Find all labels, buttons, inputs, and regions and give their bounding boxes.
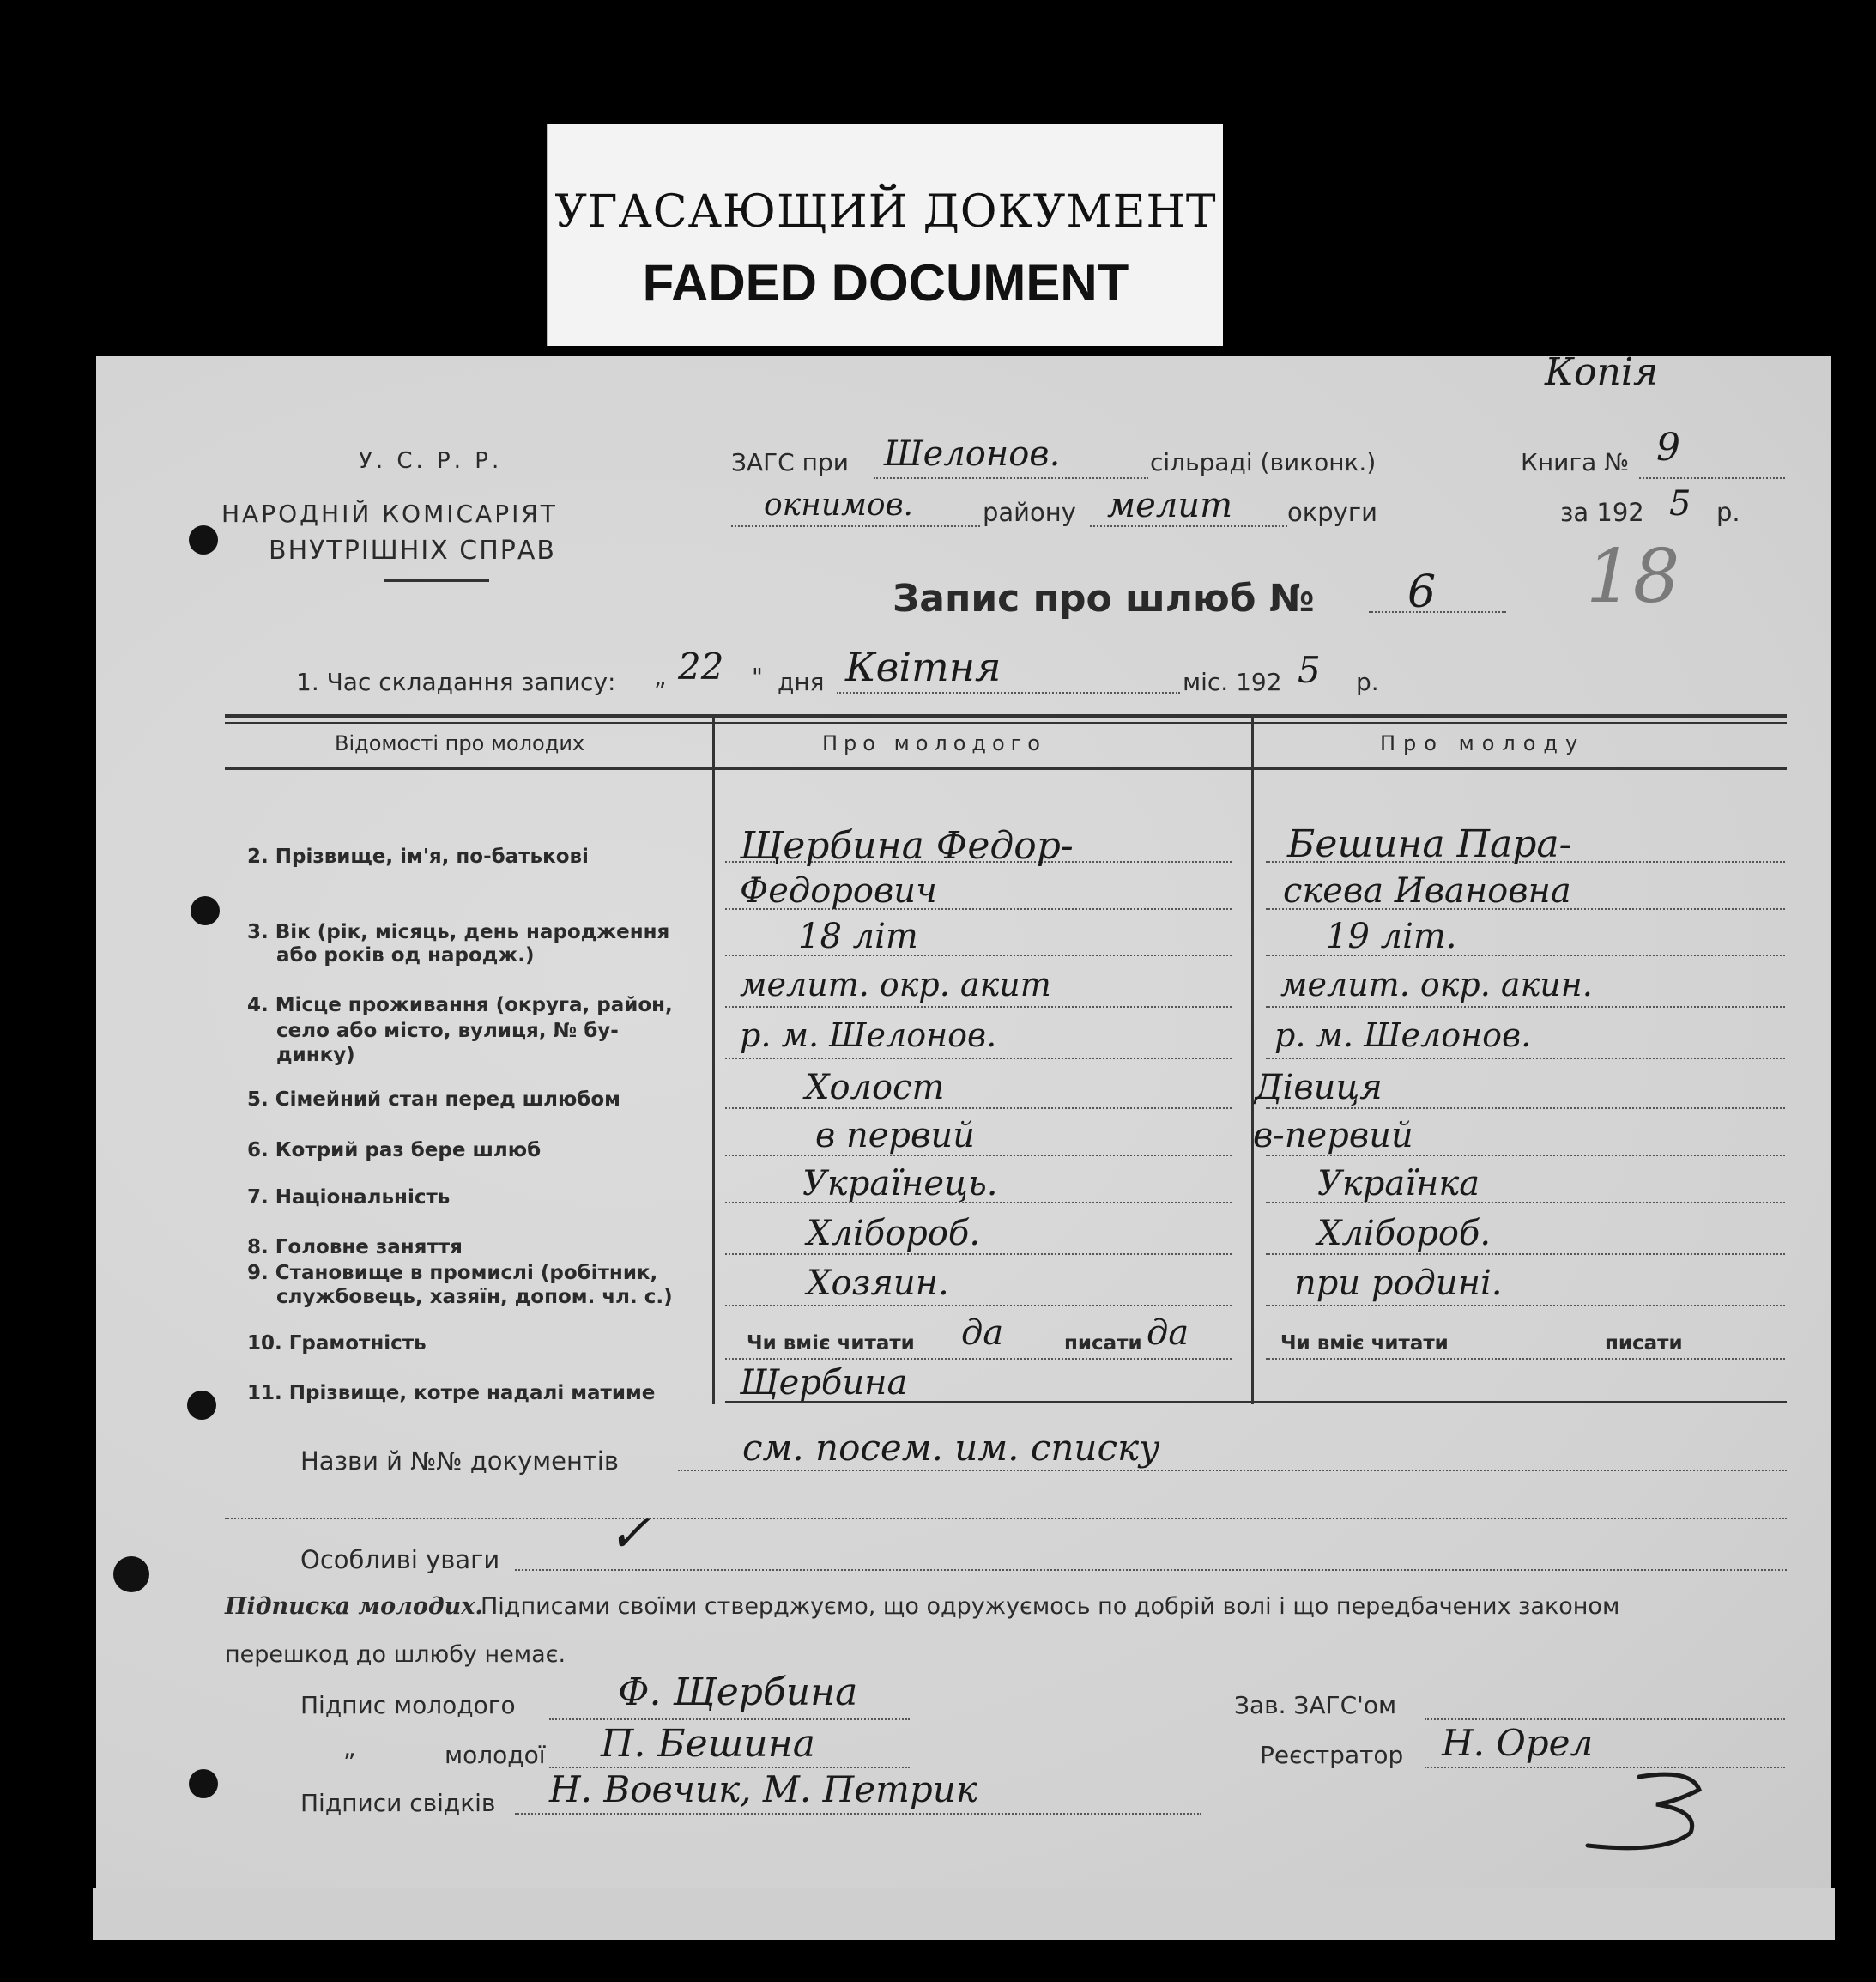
witness-signature-line xyxy=(515,1813,1201,1815)
table-top-rule xyxy=(225,714,1787,718)
year-hand: 5 xyxy=(1669,484,1691,524)
registrar-label: Реєстратор xyxy=(1260,1741,1404,1769)
groom-occupation-hand: Хлібороб. xyxy=(807,1214,981,1253)
row-line xyxy=(725,1358,1232,1360)
row-line xyxy=(725,1155,1232,1156)
registrar-flourish-icon xyxy=(1493,1751,1768,1863)
groom-signature-line xyxy=(549,1718,910,1720)
record-year-hand: 5 xyxy=(1298,649,1321,691)
table-header-rule xyxy=(225,767,1787,770)
zags-label: ЗАГС при xyxy=(731,448,849,476)
witness-signature-hand: Н. Вовчик, М. Петрик xyxy=(549,1768,977,1810)
documents-line-2 xyxy=(225,1518,1787,1519)
okrug-hand: мелит xyxy=(1107,486,1232,525)
bride-signature-label: молодої xyxy=(445,1741,546,1769)
record-time-quote-close: " xyxy=(752,663,763,691)
zags-village-hand: Шелонов. xyxy=(884,434,1061,474)
year-suffix: р. xyxy=(1716,498,1740,527)
bride-residence-hand-2: р. м. Шелонов. xyxy=(1274,1016,1532,1054)
record-number-line xyxy=(1369,611,1506,613)
okrug-line xyxy=(1090,525,1287,527)
remarks-hand: ✓ xyxy=(608,1504,651,1564)
commissariat-line2: ВНУТРІШНІХ СПРАВ xyxy=(269,536,556,566)
bride-residence-hand: мелит. окр. акин. xyxy=(1280,966,1593,1003)
remarks-label: Особливі уваги xyxy=(300,1545,500,1574)
record-month-hand: Квітня xyxy=(845,644,1002,690)
groom-write-label: писати xyxy=(1064,1332,1142,1355)
record-year-suffix: р. xyxy=(1356,668,1379,696)
groom-marital-hand: Холост xyxy=(805,1068,945,1107)
table-col-divider-1 xyxy=(712,718,715,1404)
district-label: району xyxy=(983,498,1076,527)
row-line xyxy=(1266,1358,1785,1360)
col-header-bride: Про молоду xyxy=(1380,731,1586,755)
pledge-text-1: Підписами своїми стверджуємо, що одружуємось по добрій волі і що передбачених законом xyxy=(481,1593,1620,1620)
book-number-line xyxy=(1639,477,1785,479)
groom-age-hand: 18 літ xyxy=(798,917,918,956)
row-label-nationality: 7. Національність xyxy=(247,1186,451,1209)
punch-hole-icon xyxy=(187,1391,216,1420)
groom-times-hand: в первий xyxy=(815,1116,975,1155)
zags-head-line xyxy=(1425,1718,1785,1720)
bride-read-label: Чи вміє читати xyxy=(1280,1332,1449,1355)
groom-nationality-hand: Українець. xyxy=(802,1164,998,1203)
groom-name-hand: Щербина Федор- xyxy=(740,824,1074,868)
row-label-residence: 4. Місце проживання (округа, район, xyxy=(247,994,673,1016)
book-number-hand: 9 xyxy=(1656,426,1680,470)
documents-line xyxy=(678,1470,1787,1471)
bride-nationality-hand: Українка xyxy=(1317,1164,1480,1203)
header-divider xyxy=(384,579,489,582)
row-label-status: 9. Становище в промислі (робітник, xyxy=(247,1262,658,1284)
row-line xyxy=(1266,1006,1785,1008)
bride-marital-hand: Дівиця xyxy=(1255,1068,1383,1107)
okrug-label: округи xyxy=(1287,498,1377,527)
punch-hole-icon xyxy=(113,1556,149,1592)
row-label-future-surname: 11. Прізвище, котре надалі матиме xyxy=(247,1382,656,1404)
faded-document-label xyxy=(547,124,1223,346)
groom-signature-hand: Ф. Щербина xyxy=(618,1670,858,1714)
bride-age-hand: 19 літ. xyxy=(1326,917,1457,956)
row-line xyxy=(725,1253,1232,1255)
row-label-residence-2: село або місто, вулиця, № бу- xyxy=(276,1020,619,1042)
groom-write-hand: да xyxy=(1147,1313,1189,1353)
row-line xyxy=(1266,1253,1785,1255)
pledge-text-2: перешкод до шлюбу немає. xyxy=(225,1641,566,1668)
zags-council-label: сільраді (виконк.) xyxy=(1150,448,1377,476)
punch-hole-icon xyxy=(189,525,218,555)
row-label-status-2: службовець, хазяїн, допом. чл. с.) xyxy=(276,1286,673,1308)
bride-status-hand: при родині. xyxy=(1294,1264,1503,1303)
district-hand: окнимов. xyxy=(764,488,913,523)
row-line xyxy=(1266,1305,1785,1306)
registrar-signature-hand: Н. Орел xyxy=(1442,1722,1594,1764)
punch-hole-icon xyxy=(191,896,220,925)
groom-signature-label: Підпис молодого xyxy=(300,1691,516,1719)
record-time-label: 1. Час складання запису: xyxy=(296,668,616,696)
groom-status-hand: Хозяин. xyxy=(807,1264,949,1303)
groom-read-hand: да xyxy=(961,1313,1004,1353)
bride-occupation-hand: Хлібороб. xyxy=(1317,1214,1492,1253)
zags-village-line xyxy=(874,477,1148,479)
row-line xyxy=(725,1058,1232,1059)
record-month-line xyxy=(837,692,1180,694)
table-col-divider-2 xyxy=(1251,718,1254,1404)
record-day-word: дня xyxy=(778,668,825,696)
zags-head-label: Зав. ЗАГС'ом xyxy=(1234,1691,1397,1719)
punch-hole-icon xyxy=(189,1769,218,1798)
row-line xyxy=(1266,1058,1785,1059)
bride-signature-quote: „ xyxy=(343,1734,356,1762)
col-header-info: Відомості про молодих xyxy=(335,731,585,755)
corner-note: Копія xyxy=(1545,350,1659,394)
row-label-residence-3: динку) xyxy=(276,1044,355,1066)
witness-signature-label: Підписи свідків xyxy=(300,1789,496,1817)
row-label-marital: 5. Сімейний стан перед шлюбом xyxy=(247,1088,620,1111)
groom-residence-hand-2: р. м. Шелонов. xyxy=(740,1016,997,1054)
commissariat-line1: НАРОДНІЙ КОМІСАРІЯТ xyxy=(221,500,558,528)
groom-residence-hand: мелит. окр. акиm xyxy=(740,966,1051,1003)
record-month-word: міс. 192 xyxy=(1183,668,1282,696)
record-time-quote-open: „ xyxy=(654,663,667,691)
record-number-hand: 6 xyxy=(1407,567,1437,618)
row-label-literacy: 10. Грамотність xyxy=(247,1332,427,1355)
row-label-age-2: або років од народж.) xyxy=(276,944,535,967)
remarks-line xyxy=(515,1569,1787,1571)
table-top-rule-thin xyxy=(225,722,1787,724)
label-ru: УГАСАЮЩИЙ ДОКУМЕНТ xyxy=(554,186,1217,238)
district-line xyxy=(731,525,980,527)
paper-lower-edge xyxy=(93,1888,1835,1940)
row-label-occupation: 8. Головне заняття xyxy=(247,1236,463,1258)
documents-label: Назви й №№ документів xyxy=(300,1446,619,1476)
year-label: за 192 xyxy=(1560,498,1644,527)
groom-future-surname-hand: Щербина xyxy=(740,1363,908,1403)
record-title: Запис про шлюб № xyxy=(893,577,1315,621)
row-label-times: 6. Котрий раз бере шлюб xyxy=(247,1139,542,1161)
ussr-heading: У. С. Р. Р. xyxy=(359,448,503,474)
bride-signature-hand: П. Бешина xyxy=(601,1722,815,1766)
label-en: FADED DOCUMENT xyxy=(642,254,1129,312)
bride-write-label: писати xyxy=(1605,1332,1683,1355)
col-header-groom: Про молодого xyxy=(822,731,1046,755)
pledge-title: Підписка молодих. xyxy=(225,1593,483,1620)
bride-name-hand: Бешина Пара- xyxy=(1287,822,1572,866)
row-line xyxy=(725,1006,1232,1008)
book-label: Книга № xyxy=(1521,448,1630,476)
row-line xyxy=(725,1305,1232,1306)
bride-name-hand-2: скева Ивановна xyxy=(1283,871,1571,911)
documents-hand: см. посем. им. списку xyxy=(742,1427,1160,1469)
record-day-hand: 22 xyxy=(678,646,724,688)
groom-name-hand-2: Федорович xyxy=(740,871,937,911)
row-label-age: 3. Вік (рік, місяць, день народження xyxy=(247,921,670,943)
groom-read-label: Чи вміє читати xyxy=(747,1332,915,1355)
side-number: 18 xyxy=(1586,534,1680,620)
row-label-name: 2. Прізвище, ім'я, по-батькові xyxy=(247,846,589,868)
row-line xyxy=(1266,1107,1785,1109)
bride-times-hand: в-первий xyxy=(1253,1116,1413,1155)
row-line xyxy=(725,1107,1232,1109)
